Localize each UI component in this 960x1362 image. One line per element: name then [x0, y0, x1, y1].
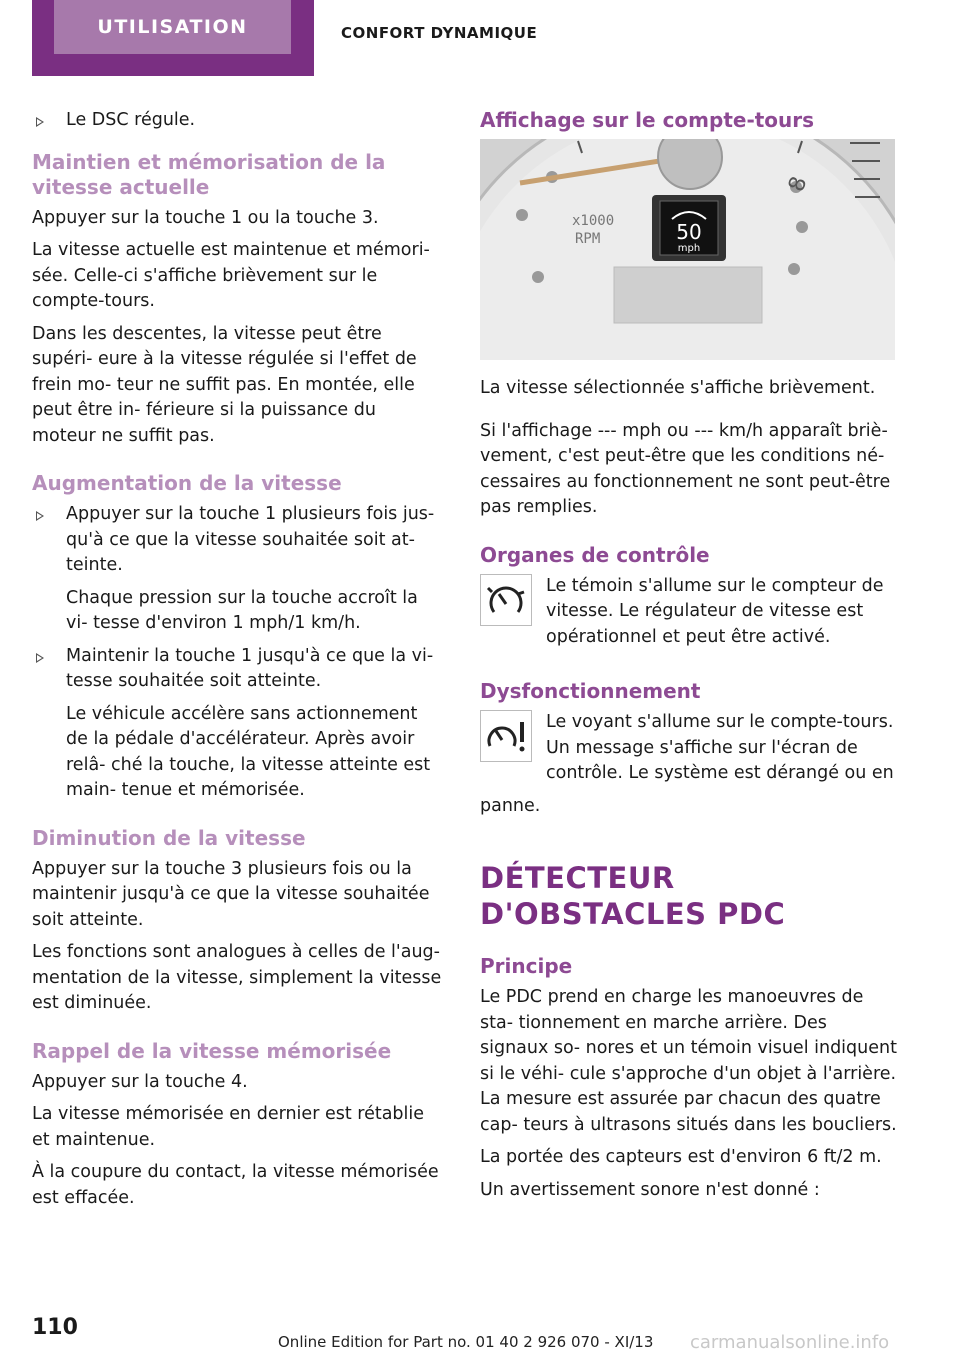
triangle-bullet-icon	[36, 511, 44, 521]
list-item-text: Appuyer sur la touche 1 plusieurs fois jus‐ qu'à ce que la vitesse souhaitée soit at‐ teinte.	[66, 504, 435, 575]
heading-dysfonctionnement: Dysfonctionnement	[480, 679, 701, 703]
gauge-tick-label: 8	[784, 173, 813, 196]
right-column	[480, 108, 898, 1210]
heading-maintien: Maintien et mémorisation de la vitesse actuelle	[32, 149, 386, 199]
list-item-subtext: Le véhicule accélère sans actionnement de la pédale d'accélérateur. Après avoir relâ‐ ché la touche, la vitesse atteinte est main‐ tenue et mémorisée.	[66, 703, 431, 800]
heading-organes: Organes de contrôle	[480, 542, 710, 567]
tachometer-svg	[480, 139, 895, 360]
section-tab	[32, 0, 314, 76]
image-caption: La vitesse sélectionnée s'affiche brièvement.	[480, 378, 876, 398]
subsection-label: CONFORT DYNAMIQUE	[341, 24, 538, 42]
heading-augmentation: Augmentation de la vitesse	[32, 471, 342, 495]
paragraph: Le voyant s'allume sur le compte-tours. Un message s'affiche sur l'écran de contrôle. Le système est dérangé ou en	[546, 712, 894, 783]
paragraph: La vitesse actuelle est maintenue et mémori‐ sée. Celle-ci s'affiche brièvement sur le compte-tours.	[32, 240, 430, 311]
paragraph: Un avertissement sonore n'est donné :	[480, 1179, 820, 1200]
list-item	[32, 108, 444, 134]
paragraph: Le témoin s'allume sur le compteur de vitesse. Le régulateur de vitesse est opérationnel et peut être activé.	[546, 575, 884, 647]
heading-rappel: Rappel de la vitesse mémorisée	[32, 1038, 392, 1063]
triangle-bullet-icon	[36, 117, 44, 127]
list-item	[32, 502, 444, 637]
paragraph: Appuyer sur la touche 3 plusieurs fois ou la maintenir jusqu'à ce que la vitesse souhaitée soit atteinte.	[32, 858, 430, 930]
section-tab-label: UTILISATION	[54, 0, 291, 54]
heading-principe: Principe	[480, 954, 573, 978]
paragraph: La vitesse mémorisée en dernier est rétablie et maintenue.	[32, 1104, 425, 1150]
edition-footer: Online Edition for Part no. 01 40 2 926 070 - XI/13	[278, 1333, 654, 1351]
triangle-bullet-icon	[36, 653, 44, 663]
paragraph: Appuyer sur la touche 1 ou la touche 3.	[32, 207, 379, 228]
watermark: carmanualsonline.info	[690, 1332, 890, 1353]
paragraph: Dans les descentes, la vitesse peut être supéri‐ eure à la vitesse régulée si l'effet de frein mo‐ teur ne suffit pas. En montée, elle peut être in‐ férieure si la puissance du moteur ne suffit pas.	[32, 323, 417, 446]
intro-list	[32, 108, 444, 134]
list-item-subtext: Chaque pression sur la touche accroît la vi‐ tesse d'environ 1 mph/1 km/h.	[66, 587, 418, 633]
chapter-title: DÉTECTEUR D'OBSTACLES PDC	[480, 861, 786, 931]
heading-diminution: Diminution de la vitesse	[32, 825, 306, 850]
paragraph-end: panne.	[480, 795, 541, 816]
paragraph: Les fonctions sont analogues à celles de l'aug‐ mentation de la vitesse, simplement la vitesse est diminuée.	[32, 942, 442, 1013]
cruise-control-warning-icon	[480, 710, 532, 762]
paragraph: Le PDC prend en charge les manoeuvres de sta‐ tionnement en marche arrière. Des signaux so‐ nores et un témoin visuel indiquent si le véhi‐ cule s'approche d'un objet à l'arrière. La mesure est assurée par chacun des quatre cap‐ teurs à ultrasons situés dans les boucliers.	[480, 987, 897, 1135]
tachometer-illustration	[480, 139, 895, 360]
gauge-unit-bottom: RPM	[575, 231, 601, 247]
gauge-unit-top: x1000	[572, 213, 615, 229]
list-item-text: Maintenir la touche 1 jusqu'à ce que la vi‐ tesse souhaitée soit atteinte.	[66, 645, 434, 691]
paragraph: Si l'affichage --- mph ou --- km/h apparaît briè‐ vement, c'est peut-être que les conditions né‐ cessaires au fonctionnement ne sont peut-être pas remplies.	[480, 420, 891, 517]
left-column	[32, 108, 444, 1218]
heading-affichage: Affichage sur le compte-tours	[480, 108, 815, 132]
dysfonctionnement-block	[480, 710, 898, 826]
page-number: 110	[32, 1315, 78, 1340]
list-item-text: Le DSC régule.	[66, 110, 196, 130]
paragraph: À la coupure du contact, la vitesse mémorisée est effacée.	[32, 1162, 439, 1208]
cruise-control-icon	[480, 574, 532, 626]
augmentation-list	[32, 502, 444, 804]
organes-block	[480, 574, 898, 658]
paragraph: La portée des capteurs est d'environ 6 ft/2 m.	[480, 1147, 882, 1167]
list-item	[32, 644, 444, 804]
paragraph: Appuyer sur la touche 4.	[32, 1071, 248, 1092]
gauge-speed-unit: mph	[677, 243, 701, 254]
gauge-speed-value: 50	[676, 220, 702, 244]
